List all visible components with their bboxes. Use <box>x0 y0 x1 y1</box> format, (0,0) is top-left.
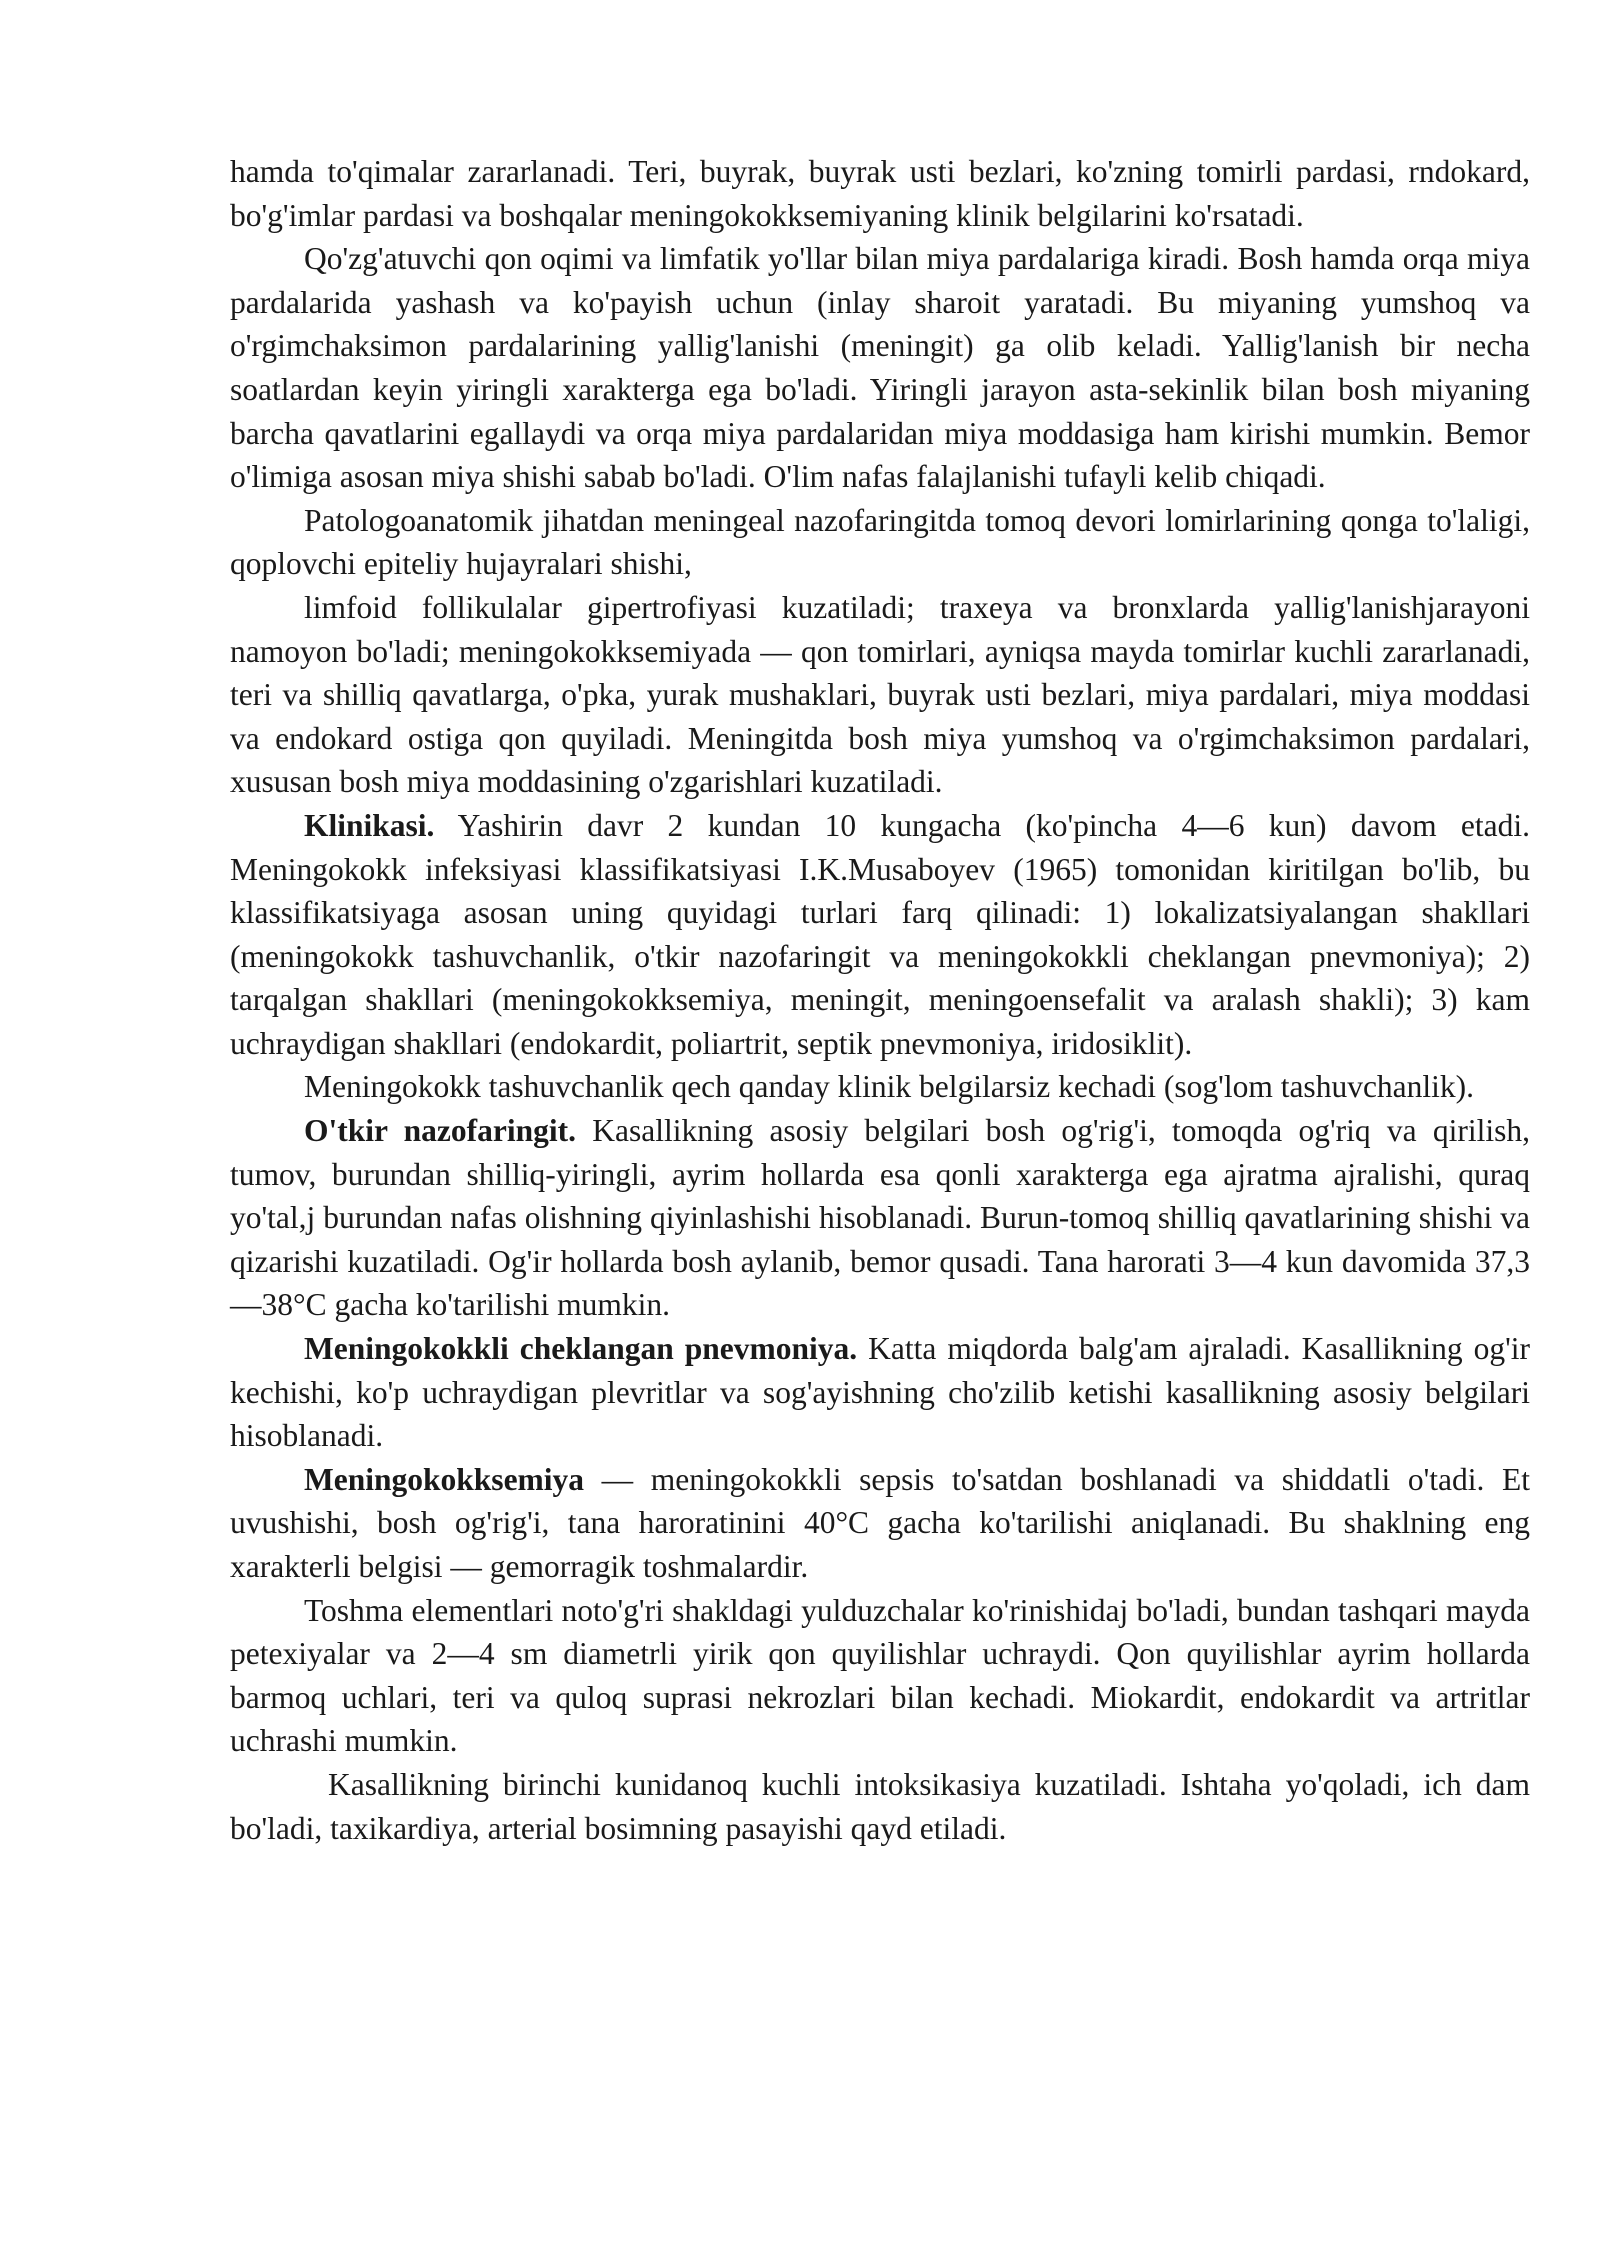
paragraph-pathogen-spread: Qo'zg'atuvchi qon oqimi va limfatik yo'llar bilan miya pardalariga kiradi. Bosh hamda orqa miya pardalarida yashash va ko'payish uchun (inlay sharoit yaratadi. Bu miyaning yumshoq va o'rgimchaksimon pardalarining yallig'lanishi (meningit) ga olib keladi. Yallig'lanish bir necha soatlardan keyin yiringli xarakterga ega bo'ladi. Yiringli jarayon asta-sekinlik bilan bosh miyaning barcha qavatlarini egallaydi va orqa miya pardalaridan miya moddasiga ham kirishi mumkin. Bemor o'limiga asosan miya shishi sabab bo'ladi. O'lim nafas falajlanishi tufayli kelib chiqadi. <box>230 241 1530 495</box>
meningococcemia-text: — meningokokkli sepsis to'satdan boshlanadi va shiddatli o'tadi. Et uvushishi, bosh og'rig'i, tana haroratinini 40°C gacha ko'tarilishi aniqlanadi. Bu shaklning eng xarakterli belgisi — gemorragik toshmalardir. <box>230 1461 1530 1584</box>
paragraph-pathology-intro: Patologoanatomik jihatdan meningeal nazofaringitda tomoq devori lomirlarining qonga to'laligi, qoplovchi epiteliy hujayralari shishi, <box>230 502 1530 582</box>
paragraph-continuation: hamda to'qimalar zararlanadi. Teri, buyrak, buyrak usti bezlari, ko'zning tomirli pardasi, rndokard, bo'g'imlar pardasi va boshqalar meningokokksemiyaning klinik belgilarini ko'rsatadi. <box>230 154 1530 233</box>
paragraph-intoxication: Kasallikning birinchi kunidanoq kuchli intoksikasiya kuzatiladi. Ishtaha yo'qoladi, ich dam bo'ladi, taxikardiya, arterial bosimning pasayishi qayd etiladi. <box>230 1766 1530 1846</box>
nasopharyngitis-text: Kasallikning asosiy belgilari bosh og'rig'i, tomoqda og'riq va qirilish, tumov, burundan shilliq-yiringli, ayrim hollarda esa qonli xarakterga ega ajratma ajralishi, quraq yo'tal,j burundan nafas olishning qiyinlashishi hisoblanadi. Burun-tomoq shilliq qavatlarining shishi va qizarishi kuzatiladi. Og'ir hollarda bosh aylanib, bemor qusadi. Tana harorati 3—4 kun davomida 37,3—38°C gacha ko'tarilishi mumkin. <box>230 1113 1530 1323</box>
clinical-text: Yashirin davr 2 kundan 10 kungacha (ko'pincha 4—6 kun) davom etadi. Meningokokk infeksiyasi klassifikatsiyasi I.K.Musaboyev (1965) tomonidan kiritilgan bo'lib, bu klassifikatsiyaga asosan uning quyidagi turlari farq qilinadi: 1) lokalizatsiyalangan shakllari (meningokokk tashuvchanlik, o'tkir nazofaringit va meningokokkli cheklangan pnevmoniya); 2) tarqalgan shakllari (meningokokksemiya, meningit, meningoensefalit va aralash shakli); 3) kam uchraydigan shakllari (endokardit, poliartrit, septik pnevmoniya, iridosiklit). <box>230 807 1530 1061</box>
paragraph-nasopharyngitis <box>230 1109 1530 1327</box>
paragraph-rash: Toshma elementlari noto'g'ri shakldagi yulduzchalar ko'rinishidaj bo'ladi, bundan tashqari mayda petexiyalar va 2—4 sm diametrli yirik qon quyilishlar uchraydi. Qon quyilishlar ayrim hollarda barmoq uchlari, teri va quloq suprasi nekrozlari bilan kechadi. Miokardit, endokardit va artritlar uchrashi mumkin. <box>230 1592 1530 1759</box>
paragraph-meningococcemia <box>230 1458 1530 1589</box>
paragraph-carrier: Meningokokk tashuvchanlik qech qanday klinik belgilarsiz kechadi (sog'lom tashuvchanlik). <box>304 1069 1475 1105</box>
heading-pneumonia: Meningokokkli cheklangan pnevmoniya. <box>304 1331 858 1367</box>
paragraph-clinical <box>230 804 1530 1066</box>
heading-clinical: Klinikasi. <box>304 807 435 843</box>
heading-nasopharyngitis: O'tkir nazofaringit. <box>304 1113 577 1149</box>
heading-meningococcemia: Meningokokksemiya <box>304 1461 585 1497</box>
paragraph-pneumonia <box>230 1327 1530 1458</box>
body-text <box>230 150 1530 1850</box>
pneumonia-text: Katta miqdorda balg'am ajraladi. Kasallikning og'ir kechishi, ko'p uchraydigan plevritlar va sog'ayishning cho'zilib ketishi kasallikning asosiy belgilari hisoblanadi. <box>230 1331 1530 1454</box>
paragraph-pathology-details: limfoid follikulalar gipertrofiyasi kuzatiladi; traxeya va bronxlarda yallig'lanishjarayoni namoyon bo'ladi; meningokokksemiyada — qon tomirlari, ayniqsa mayda tomirlar kuchli zararlanadi, teri va shilliq qavatlarga, o'pka, yurak mushaklari, buyrak usti bezlari, miya pardalari, miya moddasi va endokard ostiga qon quyiladi. Meningitda bosh miya yumshoq va o'rgimchaksimon pardalari, xususan bosh miya moddasining o'zgarishlari kuzatiladi. <box>230 589 1530 800</box>
